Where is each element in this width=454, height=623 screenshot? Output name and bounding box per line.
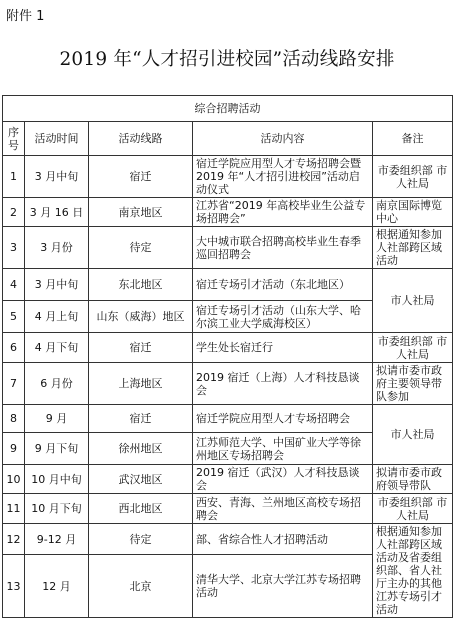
cell-remark: 市委组织部 市人社局 xyxy=(373,333,453,363)
cell-route: 东北地区 xyxy=(89,269,193,301)
cell-time: 9-12 月 xyxy=(25,524,89,555)
cell-no: 2 xyxy=(3,198,25,227)
cell-no: 3 xyxy=(3,227,25,269)
annex-label: 附件 1 xyxy=(6,9,45,24)
cell-remark: 南京国际博览中心 xyxy=(373,198,453,227)
cell-route: 南京地区 xyxy=(89,198,193,227)
table-row xyxy=(3,269,453,301)
cell-remark-merged: 市人社局 xyxy=(373,269,453,333)
cell-remark: 拟请市委市政府主要领导带队参加 xyxy=(373,363,453,405)
header-content: 活动内容 xyxy=(193,122,373,156)
table-row xyxy=(3,465,453,494)
cell-time: 3 月份 xyxy=(25,227,89,269)
cell-content: 学生处长宿迁行 xyxy=(193,333,373,363)
cell-time: 3 月中旬 xyxy=(25,269,89,301)
cell-remark: 根据通知参加人社部跨区域活动 xyxy=(373,227,453,269)
cell-content: 部、省综合性人才招聘活动 xyxy=(193,524,373,555)
activity-schedule-table xyxy=(2,95,453,618)
table-row xyxy=(3,333,453,363)
header-no: 序号 xyxy=(3,122,25,156)
table-row xyxy=(3,405,453,433)
cell-content: 大中城市联合招聘高校毕业生春季巡回招聘会 xyxy=(193,227,373,269)
cell-content: 江苏师范大学、中国矿业大学等徐州地区专场招聘会 xyxy=(193,433,373,465)
cell-route: 宿迁 xyxy=(89,156,193,198)
cell-no: 10 xyxy=(3,465,25,494)
cell-no: 7 xyxy=(3,363,25,405)
cell-time: 6 月份 xyxy=(25,363,89,405)
cell-route: 宿迁 xyxy=(89,405,193,433)
cell-no: 9 xyxy=(3,433,25,465)
cell-no: 5 xyxy=(3,301,25,333)
cell-no: 1 xyxy=(3,156,25,198)
cell-no: 13 xyxy=(3,555,25,618)
cell-remark: 拟请市委市政府领导带队 xyxy=(373,465,453,494)
cell-time: 4 月下旬 xyxy=(25,333,89,363)
cell-content: 江苏省“2019 年高校毕业生公益专场招聘会” xyxy=(193,198,373,227)
cell-time: 3 月 16 日 xyxy=(25,198,89,227)
table-row xyxy=(3,198,453,227)
header-time: 活动时间 xyxy=(25,122,89,156)
cell-time: 12 月 xyxy=(25,555,89,618)
cell-content: 宿迁学院应用型人才专场招聘会 xyxy=(193,405,373,433)
cell-no: 4 xyxy=(3,269,25,301)
document-title: 2019 年“人才招引进校园”活动线路安排 xyxy=(59,49,395,70)
cell-no: 8 xyxy=(3,405,25,433)
table-row xyxy=(3,227,453,269)
cell-time: 3 月中旬 xyxy=(25,156,89,198)
cell-route: 待定 xyxy=(89,227,193,269)
table-row xyxy=(3,156,453,198)
cell-route: 上海地区 xyxy=(89,363,193,405)
cell-remark: 市委组织部 市人社局 xyxy=(373,494,453,524)
table-row xyxy=(3,524,453,555)
table-row xyxy=(3,494,453,524)
cell-route: 山东（威海）地区 xyxy=(89,301,193,333)
cell-route: 宿迁 xyxy=(89,333,193,363)
cell-time: 4 月上旬 xyxy=(25,301,89,333)
cell-route: 待定 xyxy=(89,524,193,555)
cell-route: 武汉地区 xyxy=(89,465,193,494)
header-route: 活动线路 xyxy=(89,122,193,156)
cell-content: 2019 宿迁（武汉）人才科技恳谈会 xyxy=(193,465,373,494)
cell-content: 宿迁专场引才活动（山东大学、哈尔滨工业大学威海校区） xyxy=(193,301,373,333)
cell-remark-merged: 根据通知参加人社部跨区域活动及省委组织部、省人社厅主办的其他江苏专场引才活动 xyxy=(373,524,453,618)
cell-no: 11 xyxy=(3,494,25,524)
cell-time: 9 月下旬 xyxy=(25,433,89,465)
cell-time: 10 月下旬 xyxy=(25,494,89,524)
cell-time: 10 月中旬 xyxy=(25,465,89,494)
cell-content: 宿迁专场引才活动（东北地区） xyxy=(193,269,373,301)
cell-content: 宿迁学院应用型人才专场招聘会暨 2019 年“人才招引进校园”活动启动仪式 xyxy=(193,156,373,198)
cell-route: 徐州地区 xyxy=(89,433,193,465)
cell-content: 清华大学、北京大学江苏专场招聘活动 xyxy=(193,555,373,618)
cell-route: 北京 xyxy=(89,555,193,618)
section-title: 综合招聘活动 xyxy=(3,96,453,122)
cell-no: 6 xyxy=(3,333,25,363)
cell-remark-merged: 市人社局 xyxy=(373,405,453,465)
header-remark: 备注 xyxy=(373,122,453,156)
cell-content: 西安、青海、兰州地区高校专场招聘会 xyxy=(193,494,373,524)
cell-time: 9 月 xyxy=(25,405,89,433)
table-row xyxy=(3,363,453,405)
cell-remark: 市委组织部 市人社局 xyxy=(373,156,453,198)
cell-no: 12 xyxy=(3,524,25,555)
cell-content: 2019 宿迁（上海）人才科技恳谈会 xyxy=(193,363,373,405)
cell-route: 西北地区 xyxy=(89,494,193,524)
